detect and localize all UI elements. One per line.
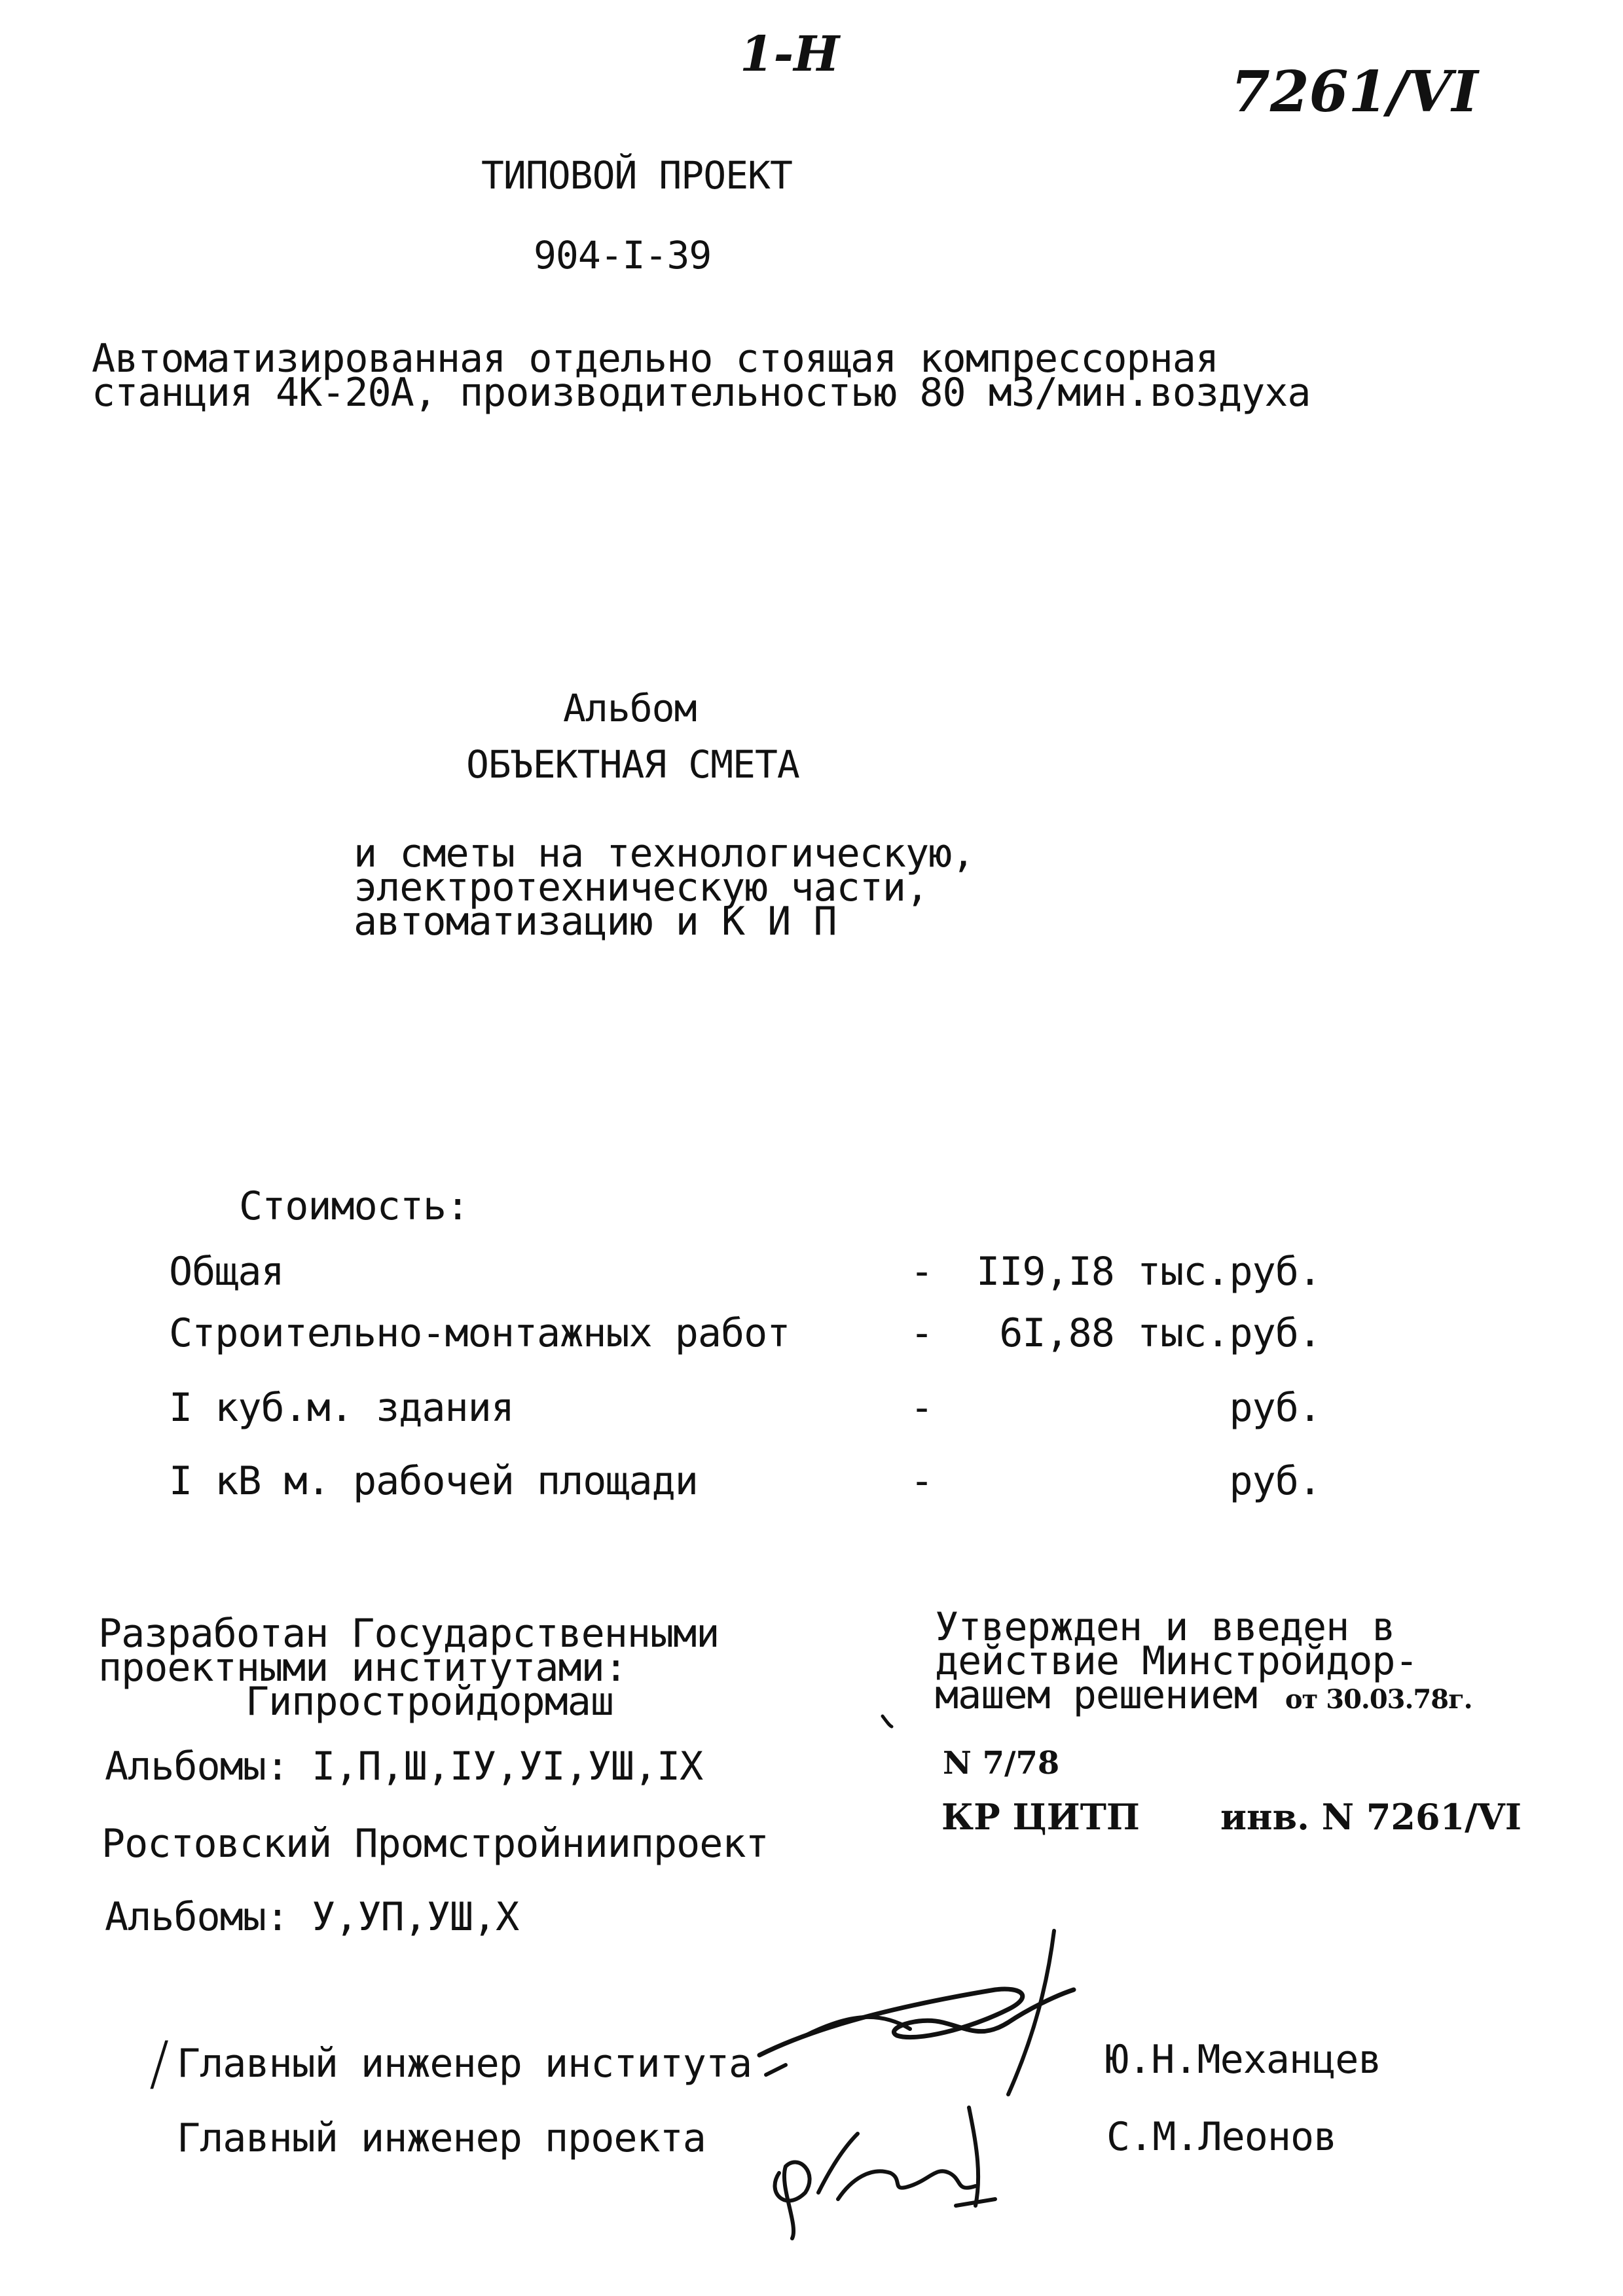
albums-list-1: Альбомы: I,П,Ш,IУ,УI,УШ,IX — [105, 1744, 703, 1789]
cost-row-dash: - — [910, 1310, 934, 1356]
subject-block — [92, 336, 1311, 416]
cost-row-label: I кВ м. рабочей площади — [169, 1458, 698, 1504]
approved-block — [935, 1604, 1472, 1718]
cost-row-value: II9,I8 тыс.руб. — [976, 1249, 1321, 1295]
chief-institute-label: Главный инженер института — [177, 2041, 752, 2087]
cost-row-label: I куб.м. здания — [169, 1385, 514, 1431]
approved-line-2: действие Минстройдор- — [935, 1638, 1418, 1684]
albums-list-2: Альбомы: У,УП,УШ,Х — [105, 1894, 519, 1940]
cost-row-value: руб. — [1229, 1385, 1321, 1431]
cost-row — [169, 1310, 1321, 1365]
sheet-number: 1-Н — [740, 26, 840, 82]
cost-row-value: 6I,88 тыс.руб. — [999, 1310, 1321, 1356]
album-desc-line-2: электротехническую части, — [354, 865, 929, 910]
chief-project-name: С.М.Леонов — [1106, 2114, 1337, 2160]
album-desc-line-1: и сметы на технологическую, — [354, 831, 975, 876]
institute-2: Ростовский Промстройниипроект — [101, 1821, 769, 1867]
album-description — [354, 831, 975, 944]
cost-row-value: руб. — [1229, 1458, 1321, 1504]
signature-bracket: / — [149, 2029, 169, 2098]
chief-project-label: Главный инженер проекта — [177, 2115, 706, 2161]
album-desc-line-3: автоматизацию и К И П — [354, 899, 837, 944]
cost-row-label: Строительно-монтажных работ — [169, 1310, 790, 1356]
registry-mark: КР ЦИТП — [941, 1796, 1140, 1838]
archive-number: 7261/VI — [1231, 59, 1478, 125]
cost-row — [169, 1458, 1321, 1513]
cost-row-label: Общая — [169, 1249, 284, 1295]
cost-row — [169, 1251, 1321, 1304]
cost-row — [169, 1385, 1321, 1440]
signature-chief-institute — [746, 1924, 1100, 2121]
subject-line-2: станция 4К-20А, производительностью 80 м3/мин.воздуха — [92, 370, 1311, 416]
chief-institute-name: Ю.Н.Механцев — [1105, 2037, 1381, 2083]
inventory-number: инв. N 7261/VI — [1220, 1796, 1522, 1838]
cost-heading: Стоимость: — [239, 1183, 469, 1229]
album-title: ОБЪЕКТНАЯ СМЕТА — [466, 742, 799, 787]
signature-chief-project — [759, 2094, 1034, 2245]
approved-line-1: Утвержден и введен в — [935, 1604, 1395, 1650]
developed-line-2: проектными институтами: — [98, 1645, 627, 1691]
institute-1: Гипростройдормаш — [246, 1679, 613, 1725]
approved-line-3 — [935, 1672, 1472, 1718]
developed-line-1: Разработан Государственными — [98, 1611, 720, 1657]
doc-type: ТИПОВОЙ ПРОЕКТ — [481, 153, 792, 198]
decision-number: N 7/78 — [943, 1745, 1060, 1782]
cost-row-dash: - — [910, 1458, 934, 1504]
album-label: Альбом — [563, 686, 697, 730]
cost-row-dash: - — [910, 1385, 934, 1431]
subject-line-1: Автоматизированная отдельно стоящая компрессорная — [92, 336, 1219, 382]
project-number: 904-I-39 — [534, 233, 712, 278]
developed-block — [98, 1611, 720, 1725]
check-mark — [877, 1708, 903, 1734]
approved-line-3-text: машем решением — [935, 1672, 1257, 1718]
approved-date: от 30.03.78г. — [1285, 1684, 1472, 1715]
cost-row-dash: - — [910, 1249, 934, 1295]
